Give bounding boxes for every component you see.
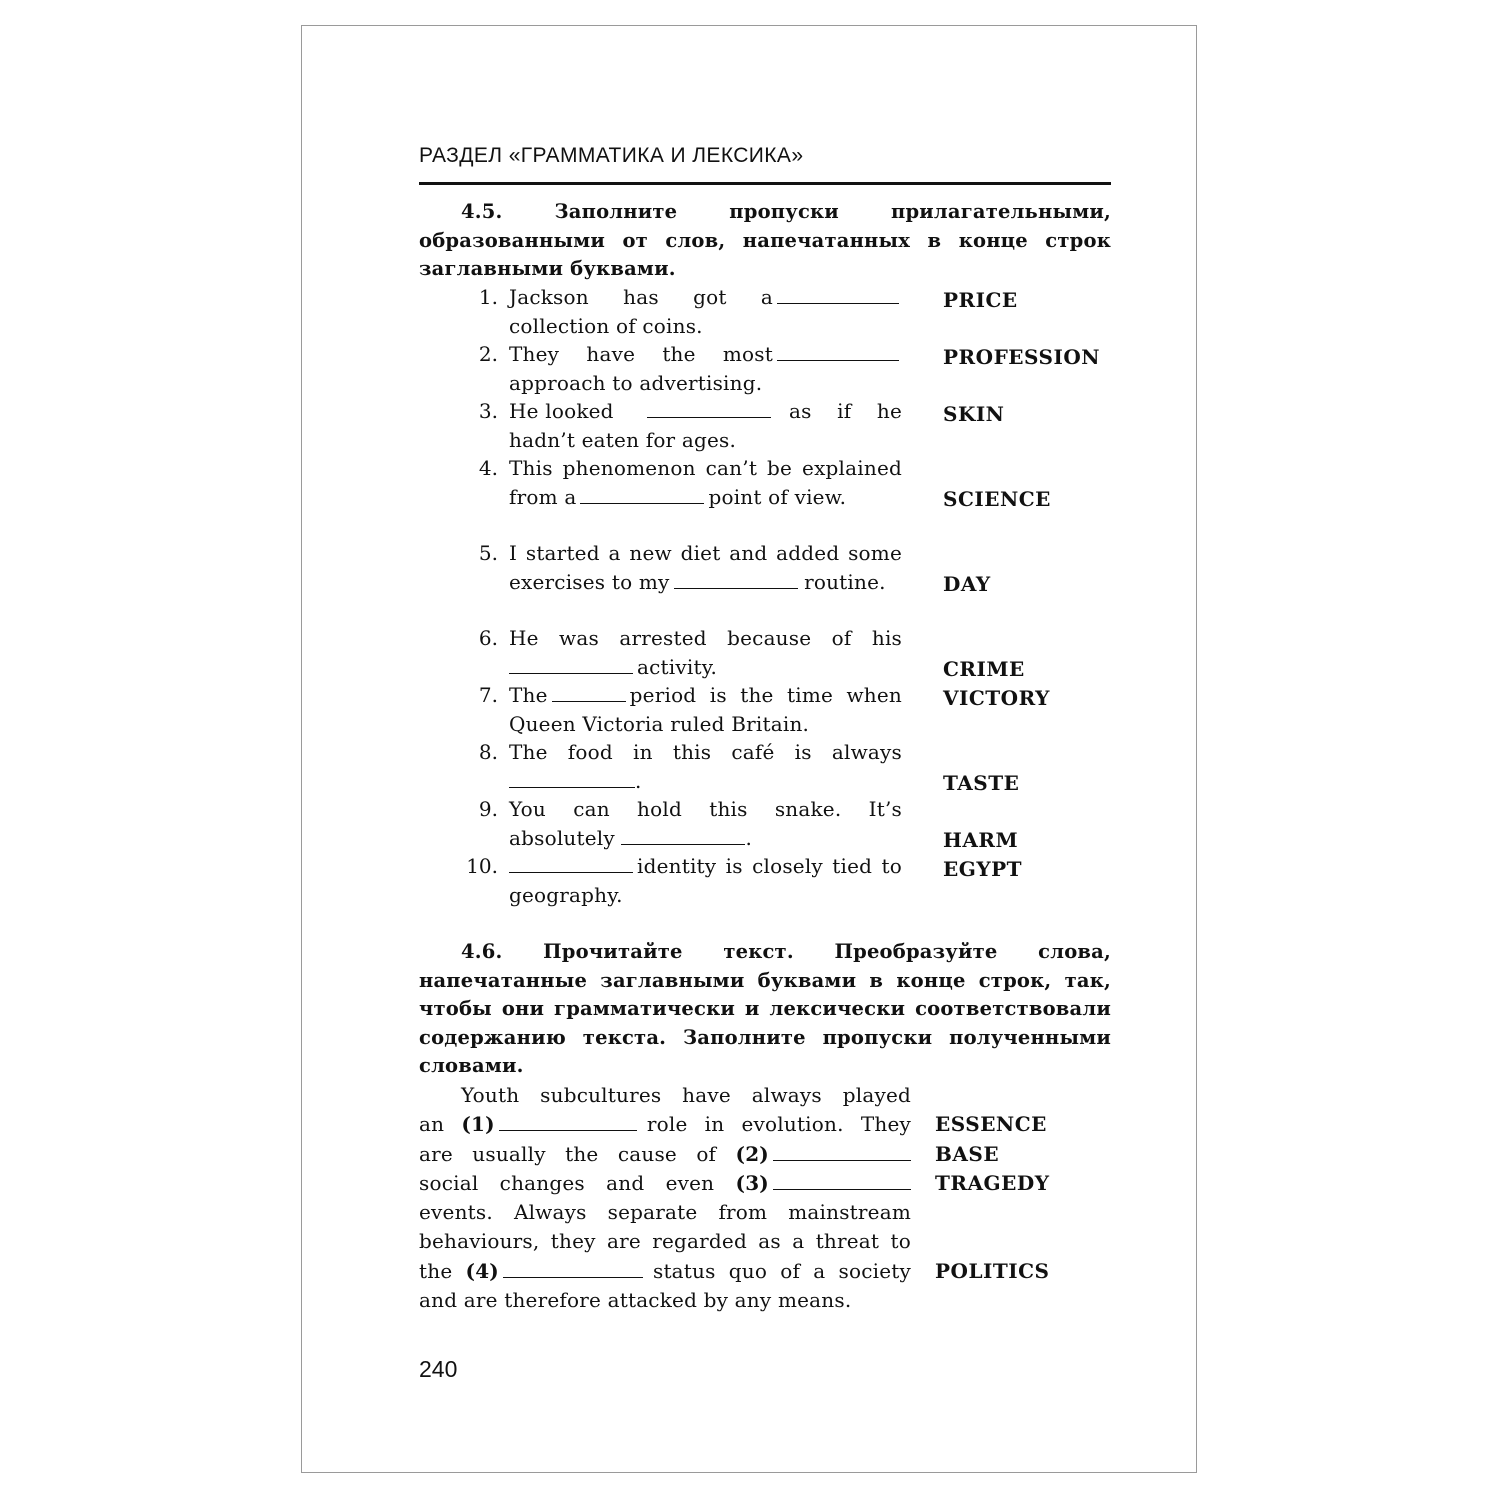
item-number: 6. [478,626,498,650]
exercise-list [419,283,1111,909]
answer-blank[interactable] [509,856,633,873]
item-number: 3. [478,399,498,423]
keyword: VICTORY [943,686,1050,710]
item-number: 8. [478,740,498,764]
keyword: SKIN [943,402,1005,426]
answer-blank[interactable] [503,1261,643,1278]
item-text: I started a new diet and added some exercises to my routine. [509,541,902,594]
passage-line: Youth subcultures have always played [461,1083,911,1107]
passage-line: behaviours, they are regarded as a threat to [419,1229,911,1254]
item-number: 1. [478,285,498,309]
task-4-5-title: 4.5. Заполните пропуски прилагательными, образованными от слов, напечатанных в конце строк заглавными буквами. [419,200,1111,280]
passage-line: events. Always separate from mainstream [419,1200,911,1225]
passage-line: an (1) role in evolution. They ESSENCE [419,1110,1111,1139]
answer-blank[interactable] [499,1114,637,1131]
list-item [419,539,1111,624]
answer-blank[interactable] [777,287,899,304]
item-text: The period is the time when Queen Victoria ruled Britain. [509,683,902,736]
answer-blank[interactable] [580,487,704,504]
answer-blank[interactable] [552,685,626,702]
list-item [419,454,1111,539]
keyword: EGYPT [943,857,1023,881]
list-item [419,283,1111,340]
item-number: 4. [478,456,498,480]
keyword: HARM [943,828,1019,852]
list-item [419,340,1111,397]
keyword: BASE [935,1141,1000,1166]
list-item [419,624,1111,681]
keyword: TASTE [943,771,1020,795]
answer-blank[interactable] [509,771,635,788]
answer-blank[interactable] [773,1173,911,1190]
item-text: The food in this café is always . [509,740,902,793]
keyword: SCIENCE [943,487,1051,511]
item-text: They have the most approach to advertising. [509,340,902,397]
task-4-6-title: 4.6. Прочитайте текст. Преобразуйте слова, напечатанные заглавными буквами в конце строк, так, чтобы они грамматически и лексически соответствовали содержанию текста. Заполните пропуски полученными словами. [419,940,1111,1077]
keyword: CRIME [943,657,1025,681]
answer-blank[interactable] [674,572,798,589]
passage [419,1081,1111,1315]
answer-blank[interactable] [509,657,633,674]
list-item [419,795,1111,852]
list-item [419,852,1111,909]
item-text: You can hold this snake. It’s absolutely . [509,797,902,850]
item-text: He was arrested because of his activity. [509,626,902,679]
list-item [419,738,1111,795]
section-header: РАЗДЕЛ «ГРАММАТИКА И ЛЕКСИКА» [419,144,804,167]
book-page [301,25,1197,1473]
passage-line: and are therefore attacked by any means. [419,1288,852,1313]
item-text: Jackson has got a collection of coins. [509,283,902,340]
answer-blank[interactable] [773,1144,911,1161]
keyword: TRAGEDY [935,1170,1050,1195]
item-number: 7. [478,683,498,707]
keyword: DAY [943,572,991,596]
passage-line: social changes and even (3) TRAGEDY [419,1169,1111,1198]
answer-blank[interactable] [621,828,745,845]
answer-blank[interactable] [777,344,899,361]
item-number: 10. [466,854,498,878]
passage-line: are usually the cause of (2) BASE [419,1140,1111,1169]
keyword: ESSENCE [935,1112,1047,1137]
item-number: 9. [478,797,498,821]
passage-line: the (4) status quo of a society POLITICS [419,1257,1111,1286]
item-number: 2. [478,342,498,366]
page-number: 240 [419,1356,458,1382]
item-number: 5. [478,541,498,565]
list-item [419,397,1111,454]
item-text: He looked as if he hadn’t eaten for ages. [509,399,902,452]
item-text: This phenomenon can’t be explained from a point of view. [509,456,902,509]
answer-blank[interactable] [647,401,771,418]
keyword: PRICE [943,288,1018,312]
keyword: PROFESSION [943,345,1101,369]
keyword: POLITICS [935,1258,1050,1283]
item-text: identity is closely tied to geography. [509,854,902,907]
header-rule [419,182,1111,185]
list-item [419,681,1111,738]
